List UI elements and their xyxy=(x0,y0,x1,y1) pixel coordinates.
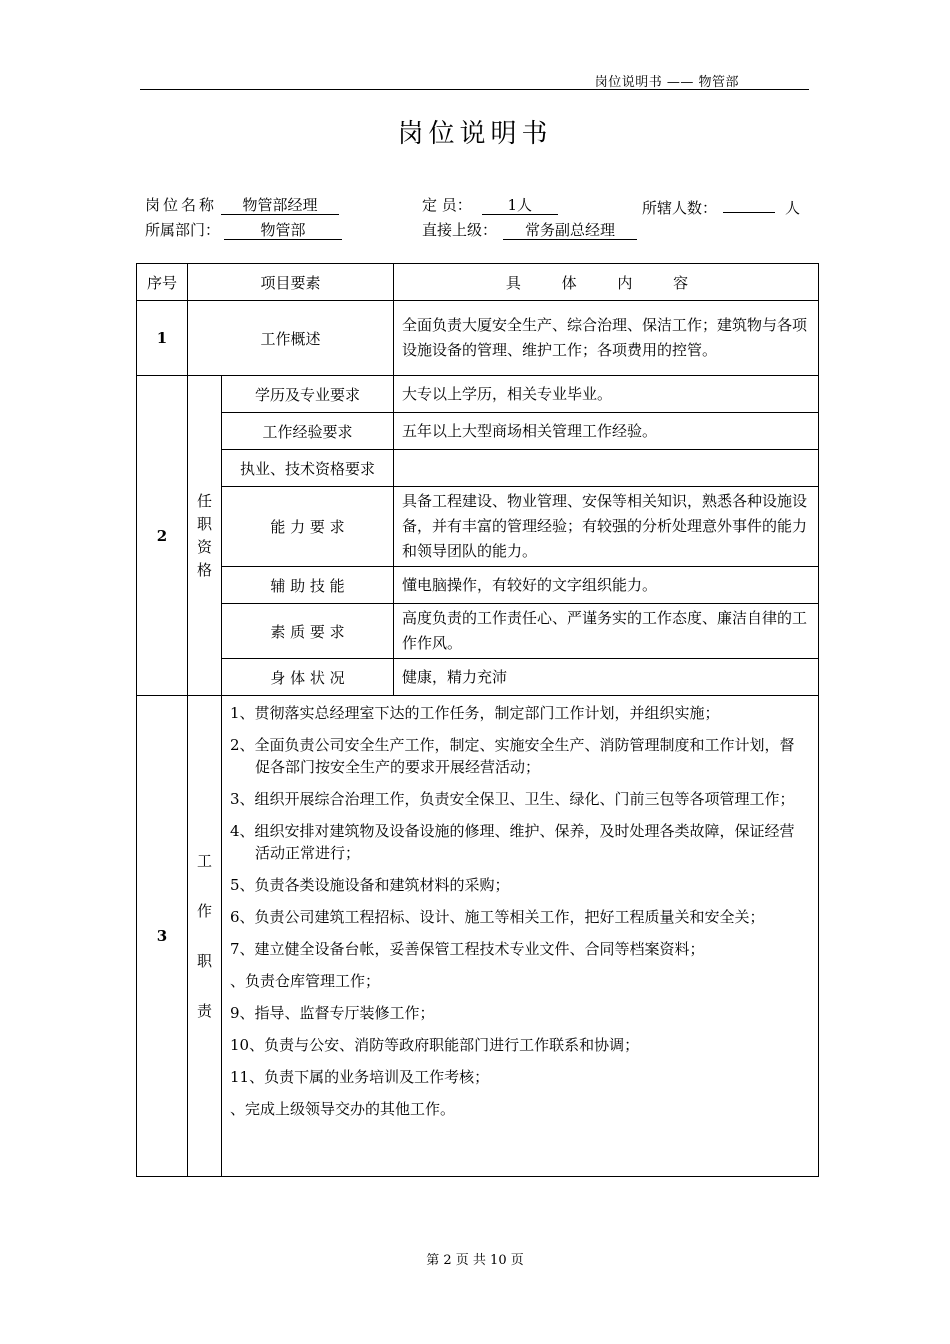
job-description-table xyxy=(136,263,819,1177)
running-title: 岗位说明书 —— 物管部 xyxy=(594,75,739,90)
headcount-field xyxy=(422,194,558,215)
table-row xyxy=(137,301,819,376)
group-char: 责 xyxy=(196,1002,212,1020)
department-label: 所属部门： xyxy=(145,221,221,239)
list-item: 10、负责与公安、消防等政府职能部门进行工作联系和协调； xyxy=(230,1036,640,1054)
item-label: 身 体 状 况 xyxy=(222,659,394,696)
table-row xyxy=(137,487,819,567)
group-label-qualifications xyxy=(188,376,222,696)
group-char: 作 xyxy=(196,902,212,920)
table-row xyxy=(137,567,819,604)
item-label: 辅 助 技 能 xyxy=(222,567,394,604)
header-no: 序号 xyxy=(137,264,188,301)
headcount-label: 定 员： xyxy=(422,196,472,214)
item-content xyxy=(394,450,819,487)
position-name-field xyxy=(145,194,339,215)
group-char: 职 xyxy=(196,952,212,970)
subordinates-value xyxy=(723,194,775,213)
list-item: 2、全面负责公司安全生产工作，制定、实施安全生产、消防管理制度和工作计划，督促各部门按安全生产的要求开展经营活动； xyxy=(230,736,795,776)
superior-value: 常务副总经理 xyxy=(503,221,637,240)
table-row xyxy=(137,696,819,1177)
group-char: 资 xyxy=(196,537,212,556)
list-item: 1、贯彻落实总经理室下达的工作任务，制定部门工作计划，并组织实施； xyxy=(230,704,720,722)
position-value: 物管部经理 xyxy=(221,196,339,215)
list-item: 9、指导、监督专厅装修工作； xyxy=(230,1004,435,1022)
item-label: 执业、技术资格要求 xyxy=(222,450,394,487)
table-row xyxy=(137,376,819,413)
list-item: 3、组织开展综合治理工作，负责安全保卫、卫生、绿化、门前三包等各项管理工作； xyxy=(230,790,795,808)
item-label: 素 质 要 求 xyxy=(222,604,394,659)
list-item: 7、建立健全设备台帐，妥善保管工程技术专业文件、合同等档案资料； xyxy=(230,940,705,958)
running-header xyxy=(140,70,809,90)
item-label: 工作经验要求 xyxy=(222,413,394,450)
department-value: 物管部 xyxy=(224,221,342,240)
superior-field xyxy=(422,219,637,240)
group-label-duties xyxy=(188,696,222,1177)
item-content: 高度负责的工作责任心、严谨务实的工作态度、廉洁自律的工作作风。 xyxy=(394,604,819,659)
table-header-row xyxy=(137,264,819,301)
item-content: 懂电脑操作，有较好的文字组织能力。 xyxy=(394,567,819,604)
item-label: 工作概述 xyxy=(188,301,394,376)
table-row xyxy=(137,659,819,696)
position-label: 岗位名称 xyxy=(145,196,218,214)
group-char: 任 xyxy=(196,491,212,510)
list-item: 4、组织安排对建筑物及设备设施的修理、维护、保养，及时处理各类故障，保证经营活动正常进行； xyxy=(230,822,795,862)
subordinates-field xyxy=(642,194,800,218)
item-content: 五年以上大型商场相关管理工作经验。 xyxy=(394,413,819,450)
list-item: 5、负责各类设施设备和建筑材料的采购； xyxy=(230,876,510,894)
group-char: 工 xyxy=(196,852,212,870)
table-row xyxy=(137,450,819,487)
row-number: 3 xyxy=(137,696,188,1177)
item-label: 学历及专业要求 xyxy=(222,376,394,413)
item-content: 大专以上学历，相关专业毕业。 xyxy=(394,376,819,413)
department-field xyxy=(145,219,342,240)
group-char: 格 xyxy=(196,560,212,579)
table-row xyxy=(137,604,819,659)
duties-list xyxy=(222,696,819,1177)
list-item: 6、负责公司建筑工程招标、设计、施工等相关工作，把好工程质量关和安全关； xyxy=(230,908,765,926)
table-row xyxy=(137,413,819,450)
list-item: 、负责仓库管理工作； xyxy=(230,972,381,990)
list-item: 、完成上级领导交办的其他工作。 xyxy=(230,1100,456,1118)
subordinates-unit: 人 xyxy=(785,199,801,217)
page-title: 岗位说明书 xyxy=(397,119,553,149)
subordinates-label: 所辖人数： xyxy=(642,199,718,217)
header-item: 项目要素 xyxy=(188,264,394,301)
item-content: 健康，精力充沛 xyxy=(394,659,819,696)
headcount-value: 1人 xyxy=(482,196,558,215)
row-number: 1 xyxy=(137,301,188,376)
page-number: 第 2 页 共 10 页 xyxy=(426,1253,524,1268)
superior-label: 直接上级： xyxy=(422,221,498,239)
group-char: 职 xyxy=(196,514,212,533)
item-label: 能 力 要 求 xyxy=(222,487,394,567)
item-content: 具备工程建设、物业管理、安保等相关知识，熟悉各种设施设备，并有丰富的管理经验；有较强的分析处理意外事件的能力和领导团队的能力。 xyxy=(394,487,819,567)
header-content: 具 体 内 容 xyxy=(394,264,819,301)
item-content: 全面负责大厦安全生产、综合治理、保洁工作；建筑物与各项设施设备的管理、维护工作；各项费用的控管。 xyxy=(394,301,819,376)
list-item: 11、负责下属的业务培训及工作考核； xyxy=(230,1068,490,1086)
row-number: 2 xyxy=(137,376,188,696)
